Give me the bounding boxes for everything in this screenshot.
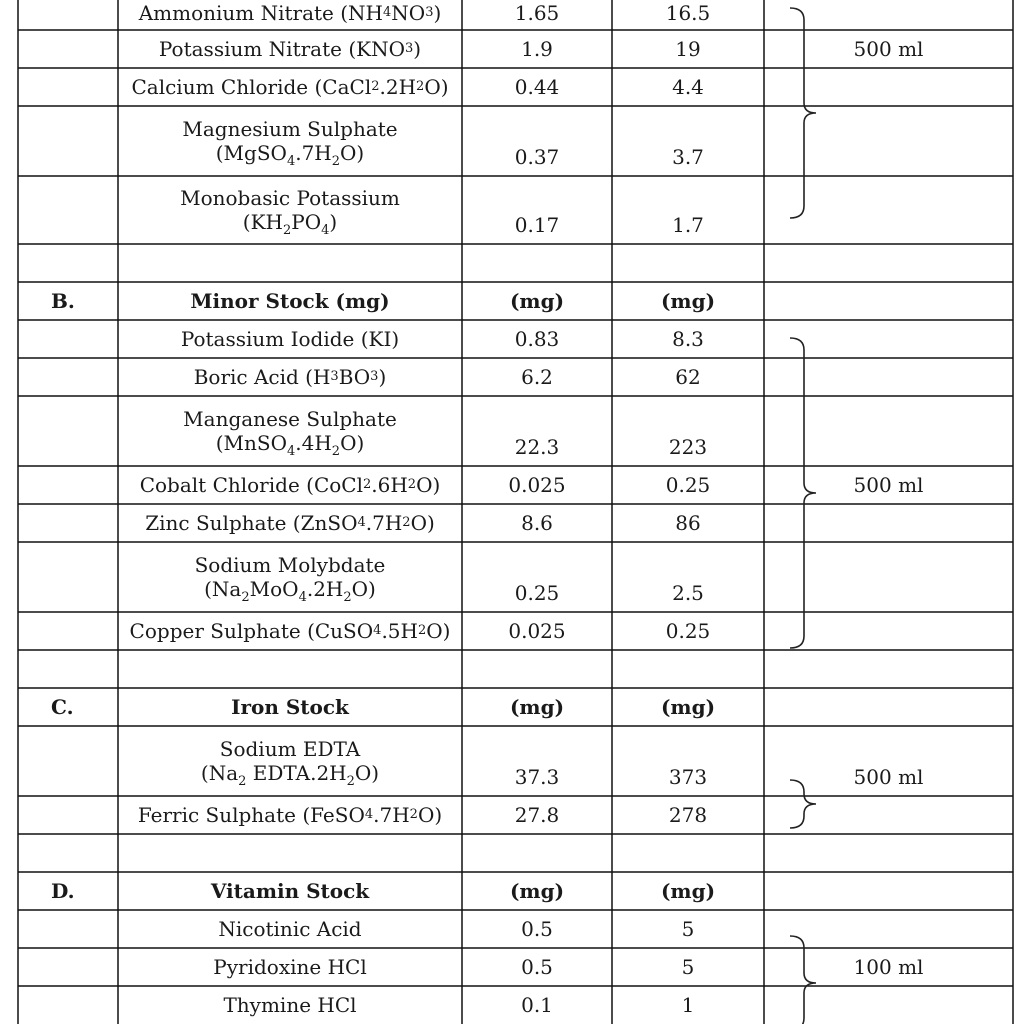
compound-name-cell xyxy=(119,911,461,947)
formula-text: .7H xyxy=(295,141,332,165)
stock-value-cell: 0.25 xyxy=(665,619,711,643)
formula-subscript: 4 xyxy=(321,223,330,238)
section-label: C. xyxy=(51,695,74,719)
stock-value-cell: 0.83 xyxy=(514,327,560,351)
formula-text: NO xyxy=(391,1,426,25)
stock-value-cell: 373 xyxy=(668,765,708,789)
stock-value-cell: 22.3 xyxy=(514,435,560,459)
stock-value-cell: 0.25 xyxy=(514,581,560,605)
formula-text: Magnesium Sulphate xyxy=(182,117,398,141)
compound-name-cell xyxy=(119,949,461,985)
stock-value-cell: 0.025 xyxy=(508,473,566,497)
section-title: Iron Stock xyxy=(231,695,349,719)
compound-formula-line xyxy=(215,431,365,459)
stock-value-cell: 0.17 xyxy=(514,213,560,237)
stock-value-cell: 19 xyxy=(675,37,701,61)
formula-text: O) xyxy=(424,75,449,99)
compound-name-line xyxy=(182,117,397,141)
compound-formula-line xyxy=(242,210,338,238)
compound-name-cell: Ammonium Nitrate (NH 4 NO 3 ) xyxy=(138,1,442,25)
volume-cell: 500 ml xyxy=(853,37,924,61)
stock-value-cell: 8.3 xyxy=(672,327,704,351)
formula-text: PO xyxy=(291,210,322,234)
stock-value-cell: 62 xyxy=(675,365,701,389)
formula-text: O) xyxy=(354,761,380,785)
formula-text: ) xyxy=(433,1,442,25)
formula-subscript: 2 xyxy=(282,223,292,238)
stock-value-cell: 1.9 xyxy=(521,37,553,61)
compound-name-cell: Calcium Chloride (CaCl 2 .2H 2 O) xyxy=(131,75,449,99)
compound-name-line xyxy=(195,553,386,577)
compound-name-cell xyxy=(119,397,461,465)
formula-text: Calcium Chloride (CaCl xyxy=(131,75,372,99)
formula-text: ) xyxy=(329,210,338,234)
unit-header: (mg) xyxy=(509,879,565,903)
stock-value-cell: 8.6 xyxy=(521,511,553,535)
compound-name-cell xyxy=(119,321,461,357)
formula-text: Monobasic Potassium xyxy=(180,186,400,210)
section-title: Minor Stock (mg) xyxy=(190,289,390,313)
formula-text: Potassium Nitrate (KNO xyxy=(158,37,405,61)
compound-name-cell xyxy=(119,107,461,175)
compound-name-cell: Potassium Nitrate (KNO 3 ) xyxy=(158,37,422,61)
stock-value-cell: 223 xyxy=(668,435,708,459)
formula-text: .7H xyxy=(365,511,403,535)
formula-text: Cobalt Chloride (CoCl xyxy=(139,473,363,497)
compound-name-cell: Cobalt Chloride (CoCl 2 .6H 2 O) xyxy=(139,473,441,497)
formula-text: .4H xyxy=(295,431,332,455)
formula-text: Zinc Sulphate (ZnSO xyxy=(145,511,358,535)
compound-name-line xyxy=(180,186,400,210)
formula-text: .2H xyxy=(379,75,417,99)
formula-text: ) xyxy=(378,365,387,389)
unit-header: (mg) xyxy=(509,289,565,313)
stock-value-cell: 0.44 xyxy=(514,75,560,99)
stock-value-cell: 1.65 xyxy=(514,1,560,25)
compound-name-cell: Ferric Sulphate (FeSO 4 .7H 2 O) xyxy=(137,803,443,827)
formula-text: O) xyxy=(340,431,365,455)
formula-text: O) xyxy=(416,473,441,497)
formula-text: .6H xyxy=(371,473,408,497)
formula-text: .5H xyxy=(381,619,418,643)
formula-text: Nicotinic Acid xyxy=(218,917,362,941)
compound-formula-line xyxy=(215,141,365,169)
formula-text: (MgSO xyxy=(215,141,287,165)
stock-value-cell: 3.7 xyxy=(672,145,704,169)
stock-value-cell: 0.25 xyxy=(665,473,711,497)
stock-value-cell: 1 xyxy=(681,993,695,1017)
formula-text: ) xyxy=(413,37,422,61)
formula-text: O) xyxy=(426,619,451,643)
formula-text: O) xyxy=(351,577,376,601)
compound-name-line xyxy=(220,737,360,761)
formula-subscript: 2 xyxy=(238,774,247,789)
formula-text: EDTA.2H xyxy=(246,761,347,785)
formula-text: (KH xyxy=(242,210,283,234)
stock-value-cell: 2.5 xyxy=(672,581,704,605)
stock-value-cell: 27.8 xyxy=(514,803,560,827)
stock-value-cell: 37.3 xyxy=(514,765,560,789)
stock-value-cell: 0.37 xyxy=(514,145,560,169)
stock-value-cell: 16.5 xyxy=(665,1,711,25)
formula-text: MoO xyxy=(249,577,299,601)
section-title: Vitamin Stock xyxy=(210,879,370,903)
compound-formula-line xyxy=(204,577,376,605)
formula-subscript: 4 xyxy=(298,590,307,605)
formula-text: Manganese Sulphate xyxy=(183,407,397,431)
formula-text: Potassium Iodide (KI) xyxy=(180,327,400,351)
compound-formula-line xyxy=(200,761,380,789)
stock-value-cell: 0.5 xyxy=(521,955,553,979)
compound-name-cell xyxy=(119,987,461,1023)
formula-text: .7H xyxy=(373,803,410,827)
formula-text: Ferric Sulphate (FeSO xyxy=(137,803,365,827)
formula-text: Pyridoxine HCl xyxy=(213,955,367,979)
section-label: D. xyxy=(51,879,75,903)
formula-text: .2H xyxy=(306,577,344,601)
formula-text: (MnSO xyxy=(215,431,287,455)
stock-value-cell: 278 xyxy=(668,803,708,827)
formula-text: Sodium Molybdate xyxy=(194,553,386,577)
volume-cell: 500 ml xyxy=(853,765,924,789)
stock-value-cell: 0.025 xyxy=(508,619,566,643)
compound-name-line xyxy=(183,407,397,431)
volume-cell: 500 ml xyxy=(853,473,924,497)
formula-subscript: 2 xyxy=(331,154,341,169)
compound-name-cell: Copper Sulphate (CuSO 4 .5H 2 O) xyxy=(129,619,451,643)
formula-text: (Na xyxy=(200,761,239,785)
formula-subscript: 2 xyxy=(331,444,341,459)
formula-text: (Na xyxy=(204,577,242,601)
formula-text: Thymine HCl xyxy=(223,993,357,1017)
formula-subscript: 2 xyxy=(346,774,355,789)
formula-text: BO xyxy=(338,365,371,389)
formula-text: Copper Sulphate (CuSO xyxy=(129,619,374,643)
stock-value-cell: 1.7 xyxy=(672,213,704,237)
unit-header: (mg) xyxy=(660,695,716,719)
formula-subscript: 2 xyxy=(241,590,250,605)
stock-value-cell: 0.1 xyxy=(521,993,553,1017)
compound-name-cell xyxy=(119,727,461,795)
compound-name-cell: Zinc Sulphate (ZnSO 4 .7H 2 O) xyxy=(145,511,435,535)
formula-text: O) xyxy=(417,803,443,827)
unit-header: (mg) xyxy=(660,289,716,313)
stock-value-cell: 0.5 xyxy=(521,917,553,941)
unit-header: (mg) xyxy=(660,879,716,903)
formula-text: Ammonium Nitrate (NH xyxy=(138,1,383,25)
formula-subscript: 4 xyxy=(286,444,296,459)
stock-value-cell: 86 xyxy=(675,511,701,535)
formula-subscript: 4 xyxy=(286,154,296,169)
formula-text: O) xyxy=(410,511,435,535)
stock-value-cell: 6.2 xyxy=(521,365,553,389)
stock-value-cell: 5 xyxy=(681,955,695,979)
formula-text: Sodium EDTA xyxy=(219,737,361,761)
volume-cell: 100 ml xyxy=(853,955,924,979)
compound-name-cell xyxy=(119,177,461,243)
compound-name-cell: Boric Acid (H 3 BO 3 ) xyxy=(193,365,387,389)
compound-name-cell xyxy=(119,543,461,611)
formula-subscript: 2 xyxy=(343,590,352,605)
stock-value-cell: 5 xyxy=(681,917,695,941)
section-label: B. xyxy=(51,289,75,313)
unit-header: (mg) xyxy=(509,695,565,719)
formula-text: Boric Acid (H xyxy=(193,365,331,389)
stock-value-cell: 4.4 xyxy=(672,75,704,99)
formula-text: O) xyxy=(340,141,365,165)
